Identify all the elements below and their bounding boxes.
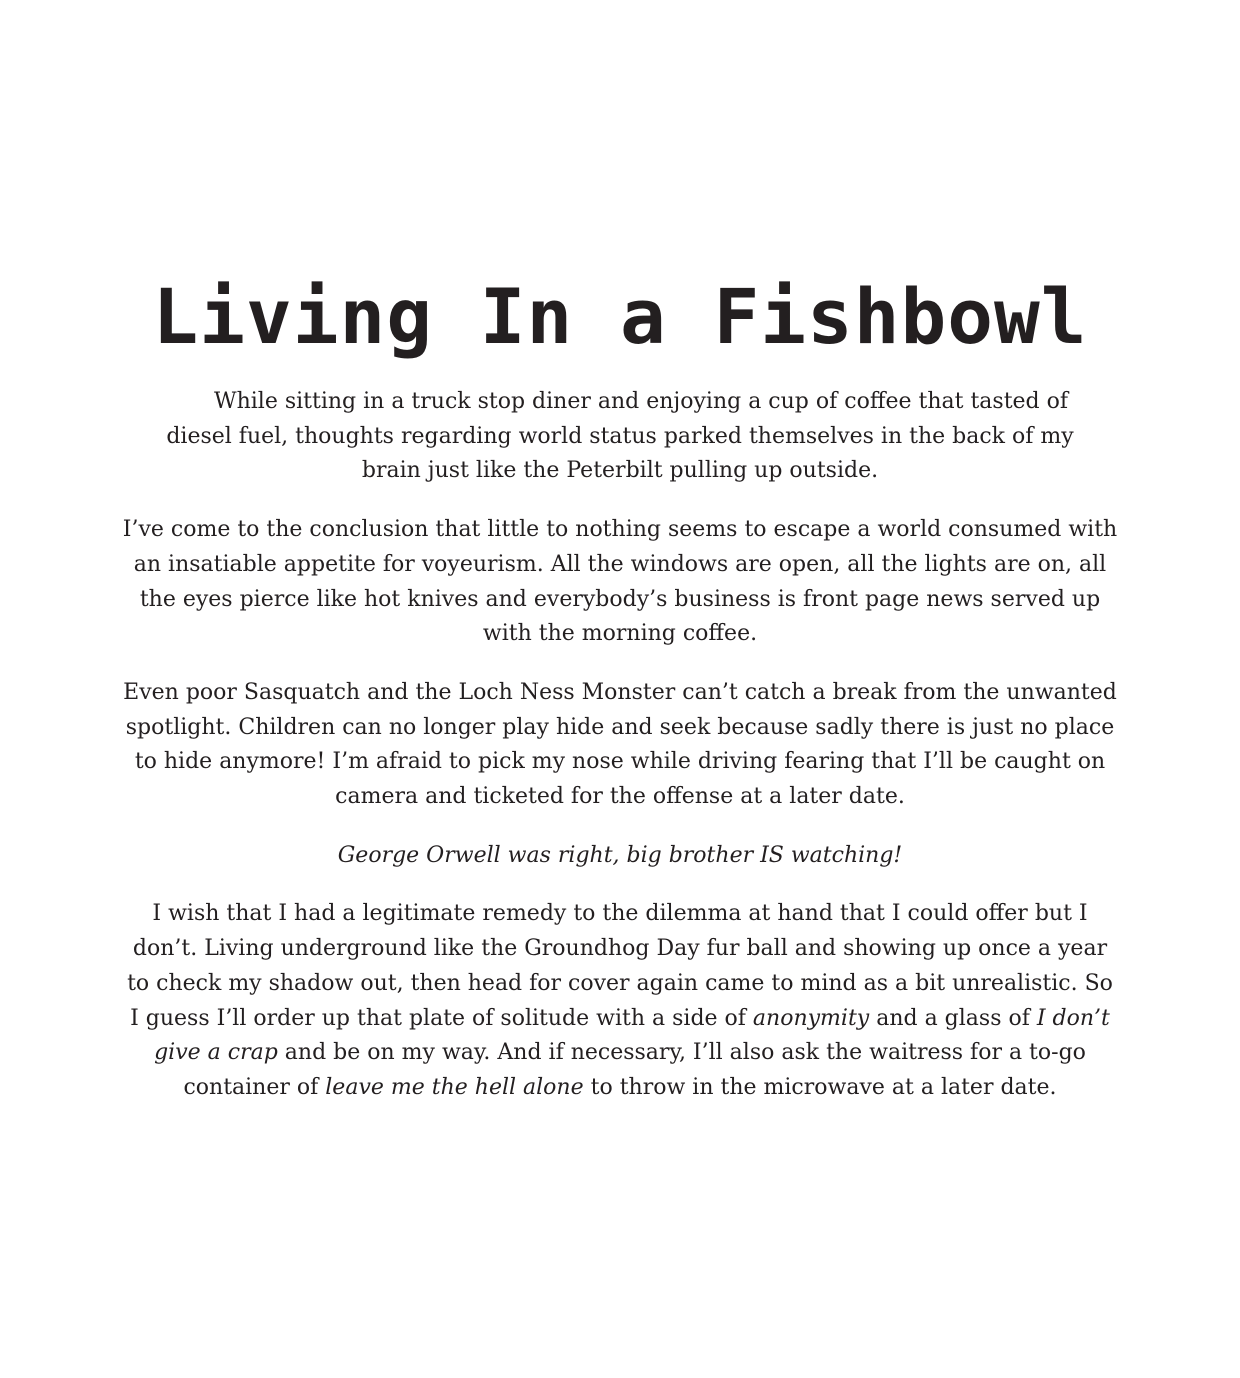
paragraph-5-text-4: to throw in the microwave at a later date. [583, 1074, 1057, 1100]
paragraph-1 [145, 385, 1095, 489]
paragraph-1-text: While sitting in a truck stop diner and enjoying a cup of coffee that tasted of diesel fuel, thoughts regarding world status parked themselves in the back of my brain just like the Peterbilt pulling up outside. [166, 389, 1074, 484]
paragraph-5-text-3: and be on my way. And if necessary, I’ll also ask the waitress for a to-go container of [183, 1040, 1086, 1100]
paragraph-5-text-1: I wish that I had a legitimate remedy to the dilemma at hand that I could offer but I don’t. Living underground like the Groundhog Day fur ball and showing up once a year to check my shadow out, then head for cover again came to mind as a bit unrealistic. So I guess I’ll order up that plate of solitude with a side of [127, 901, 1113, 1031]
quote-paragraph: George Orwell was right, big brother IS watching! [337, 842, 903, 868]
paragraph-5 [120, 897, 1120, 1105]
emphasis-leave-me-alone: leave me the hell alone [325, 1074, 584, 1100]
emphasis-dont-give-a-crap: I don’t give a crap [154, 1005, 1110, 1066]
paragraph-5-text-2: and a glass of [869, 1005, 1037, 1031]
article-body [120, 385, 1120, 1130]
paragraph-3: Even poor Sasquatch and the Loch Ness Monster can’t catch a break from the unwanted spotlight. Children can no longer play hide and seek because sadly there is just no place to hide anymore! I’m afraid to pick my nose while driving fearing that I’ll be caught on camera and ticketed for the offense at a later date. [123, 679, 1117, 810]
emphasis-anonymity: anonymity [752, 1005, 870, 1031]
page-title: Living In a Fishbowl [152, 272, 1088, 361]
paragraph-2: I’ve come to the conclusion that little to nothing seems to escape a world consumed with an insatiable appetite for voyeurism. All the windows are open, all the lights are on, all the eyes pierce like hot knives and everybody’s business is front page news served up with the morning coffee. [122, 517, 1118, 647]
